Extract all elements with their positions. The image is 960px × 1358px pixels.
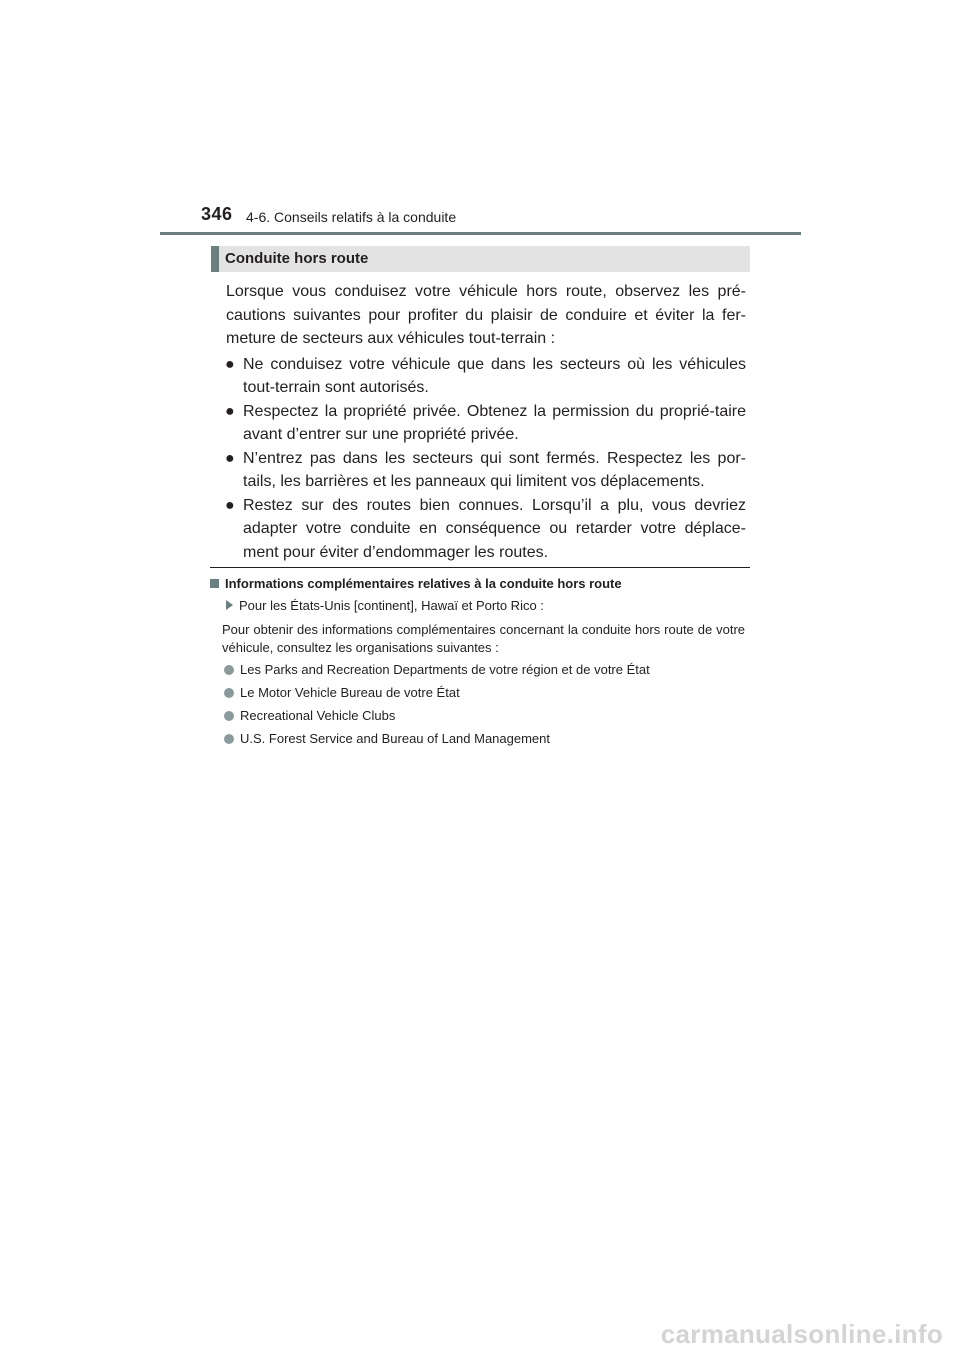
organisations-list [210,661,745,748]
list-item [210,707,745,725]
dot-icon [224,711,234,721]
region-label [210,597,745,615]
watermark [0,1320,955,1358]
title-bar-accent [211,246,219,272]
square-icon [210,579,219,588]
dot-icon [224,688,234,698]
section-divider [210,567,750,568]
page-number: 346 [201,204,233,224]
info-heading [210,575,745,593]
list-item [210,730,745,748]
list-item [210,661,745,679]
info-block [210,575,745,753]
bullet-icon: ● [225,449,235,467]
info-heading-text: Informations complémentaires relatives à la conduite hors route [225,576,622,591]
list-item-text: Le Motor Vehicle Bureau de votre État [240,685,460,700]
header-rule [160,232,801,235]
list-item-text: Respectez la propriété privée. Obtenez la permission du proprié-taire avant d’entrer sur une propriété privée. [243,402,746,443]
precautions-list [226,353,746,565]
list-item-text: N’entrez pas dans les secteurs qui sont fermés. Respectez les por-tails, les barrières et les panneaux qui limitent vos déplacements. [243,449,746,490]
list-item [226,494,746,565]
bullet-icon: ● [225,355,235,373]
region-text: Pour les États-Unis [continent], Hawaï et Porto Rico : [239,598,544,613]
main-content [226,280,746,564]
list-item [226,400,746,447]
section-title-bar [211,246,750,272]
info-paragraph: Pour obtenir des informations complémentaires concernant la conduite hors route de votre véhicule, consultez les organisations suivantes : [222,622,745,655]
triangle-right-icon [226,600,233,610]
list-item [226,353,746,400]
section-header: 4-6. Conseils relatifs à la conduite [246,209,457,225]
list-item-text: Restez sur des routes bien connues. Lorsqu’il a plu, vous devriez adapter votre conduite en conséquence ou retarder votre déplace-ment pour éviter d’endommager les routes. [243,496,746,561]
section-title: Conduite hors route [225,250,369,267]
list-item [210,684,745,702]
bullet-icon: ● [225,402,235,420]
list-item-text: Les Parks and Recreation Departments de votre région et de votre État [240,662,650,677]
list-item [226,447,746,494]
dot-icon [224,734,234,744]
list-item-text: U.S. Forest Service and Bureau of Land Management [240,731,551,746]
list-item-text: Recreational Vehicle Clubs [240,708,396,723]
bullet-icon: ● [225,496,235,514]
list-item-text: Ne conduisez votre véhicule que dans les secteurs où les véhicules tout-terrain sont autorisés. [243,355,746,396]
watermark-text: carmanualsonline.info [660,1319,943,1349]
intro-paragraph: Lorsque vous conduisez votre véhicule hors route, observez les pré-cautions suivantes pour profiter du plaisir de conduire et éviter la fer-meture de secteurs aux véhicules tout-terrain : [226,283,746,347]
dot-icon [224,665,234,675]
